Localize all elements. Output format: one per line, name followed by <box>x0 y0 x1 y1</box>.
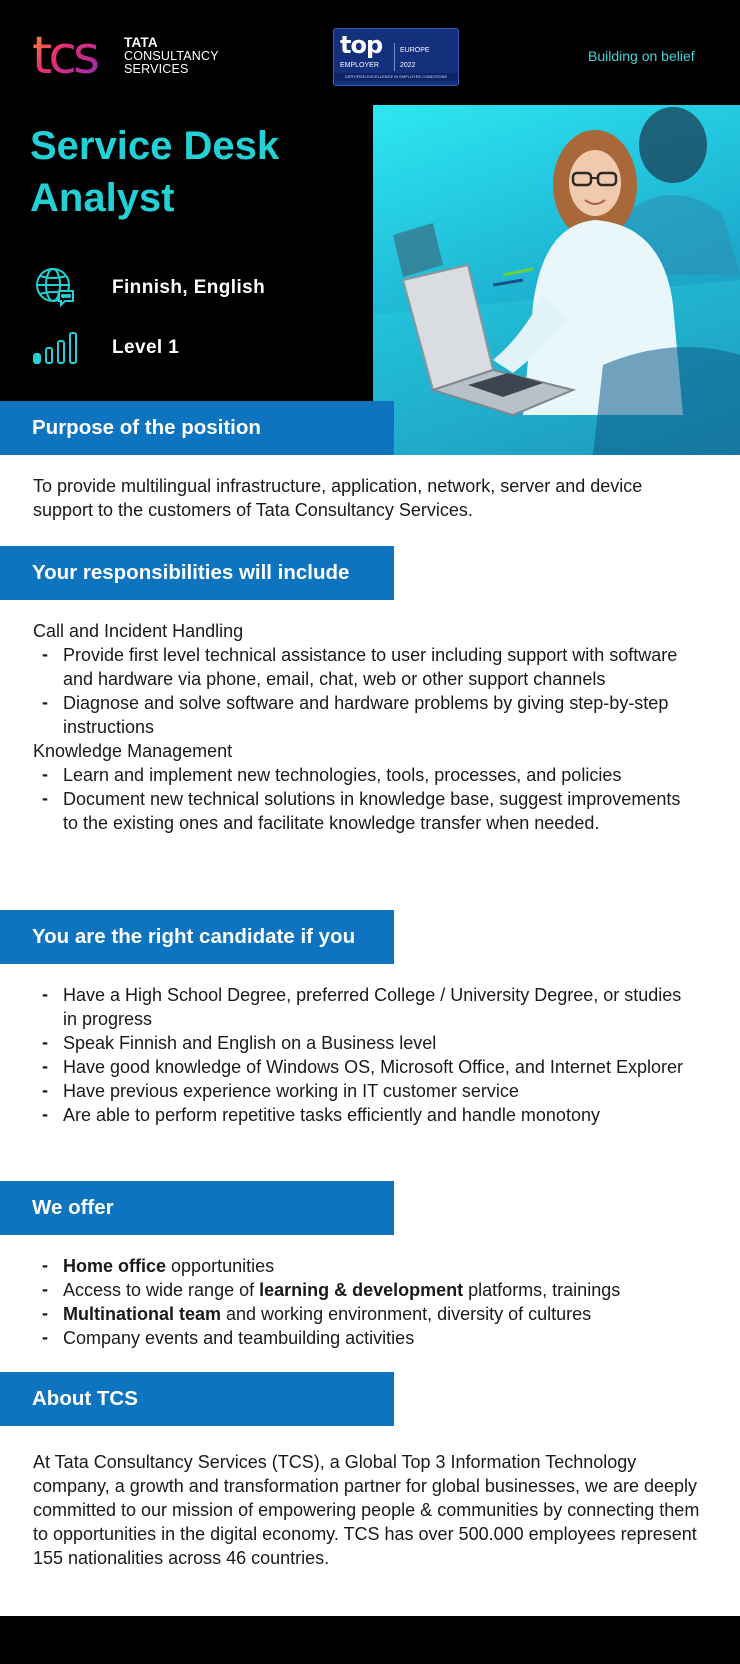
list-item: - Access to wide range of learning & development platforms, trainings <box>33 1278 693 1302</box>
responsibilities-heading: Your responsibilities will include <box>0 546 394 600</box>
purpose-text: To provide multilingual infrastructure, application, network, server and device support to the customers of Tata Consultancy Services. <box>33 476 643 520</box>
languages-value: Finnish, English <box>112 277 266 298</box>
list-item: - Home office opportunities <box>33 1254 693 1278</box>
list-item: - Have previous experience working in IT customer service <box>33 1079 693 1103</box>
list-item: - Learn and implement new technologies, tools, processes, and policies <box>33 763 693 787</box>
list-item: - Have a High School Degree, preferred College / University Degree, or studies in progress <box>33 983 693 1031</box>
badge-year-text: 2022 <box>400 62 416 69</box>
tcs-logo-icon <box>32 27 114 83</box>
hero-photo <box>373 105 740 455</box>
offer-heading: We offer <box>0 1181 394 1235</box>
level-value: Level 1 <box>112 337 180 358</box>
list-item: - Multinational team and working environment, diversity of cultures <box>33 1302 693 1326</box>
group-label-knowledge: Knowledge Management <box>33 741 233 761</box>
tagline: Building on belief <box>588 48 695 64</box>
top-employer-badge <box>333 28 459 86</box>
badge-top-text: top <box>340 31 383 59</box>
about-text: At Tata Consultancy Services (TCS), a Global Top 3 Information Technology company, a growth and transformation partner for global businesses, we are deeply committed to our mission of empowering people & communities by connecting them to opportunities in the digital economy. TCS has over 500.000 employees represent 155 nationalities across 46 countries. <box>33 1452 700 1568</box>
woman-at-laptop-illustration <box>373 105 740 455</box>
offer-list <box>33 1254 693 1350</box>
footer-bar <box>0 1616 740 1664</box>
list-item: - Speak Finnish and English on a Business level <box>33 1031 693 1055</box>
badge-divider <box>394 43 395 71</box>
list-item: - Are able to perform repetitive tasks efficiently and handle monotony <box>33 1103 693 1127</box>
list-item: - Diagnose and solve software and hardware problems by giving step-by-step instructions <box>33 691 693 739</box>
about-heading: About TCS <box>0 1372 394 1426</box>
company-name: TATA CONSULTANCY SERVICES <box>124 35 219 76</box>
responsibilities-list <box>33 619 693 835</box>
list-item: - Provide first level technical assistance to user including support with software and hardware via phone, email, chat, web or other support channels <box>33 643 693 691</box>
job-title: Service Desk Analyst <box>30 124 280 220</box>
badge-region-text: EUROPE <box>400 47 430 54</box>
language-globe-icon <box>33 265 77 309</box>
list-item: - Company events and teambuilding activities <box>33 1326 693 1350</box>
tcs-logo-text: tcs <box>32 27 97 83</box>
badge-certified-text: CERTIFIED EXCELLENCE IN EMPLOYEE CONDITIONS <box>334 73 458 81</box>
purpose-heading: Purpose of the position <box>0 401 394 455</box>
group-label-call-incident: Call and Incident Handling <box>33 621 244 641</box>
candidate-heading: You are the right candidate if you <box>0 910 394 964</box>
list-item: - Document new technical solutions in knowledge base, suggest improvements to the existing ones and facilitate knowledge transfer when needed. <box>33 787 693 835</box>
candidate-list <box>33 983 693 1127</box>
list-item: - Have good knowledge of Windows OS, Microsoft Office, and Internet Explorer <box>33 1055 693 1079</box>
badge-employer-text: EMPLOYER <box>340 62 379 69</box>
signal-level-icon <box>33 330 83 364</box>
